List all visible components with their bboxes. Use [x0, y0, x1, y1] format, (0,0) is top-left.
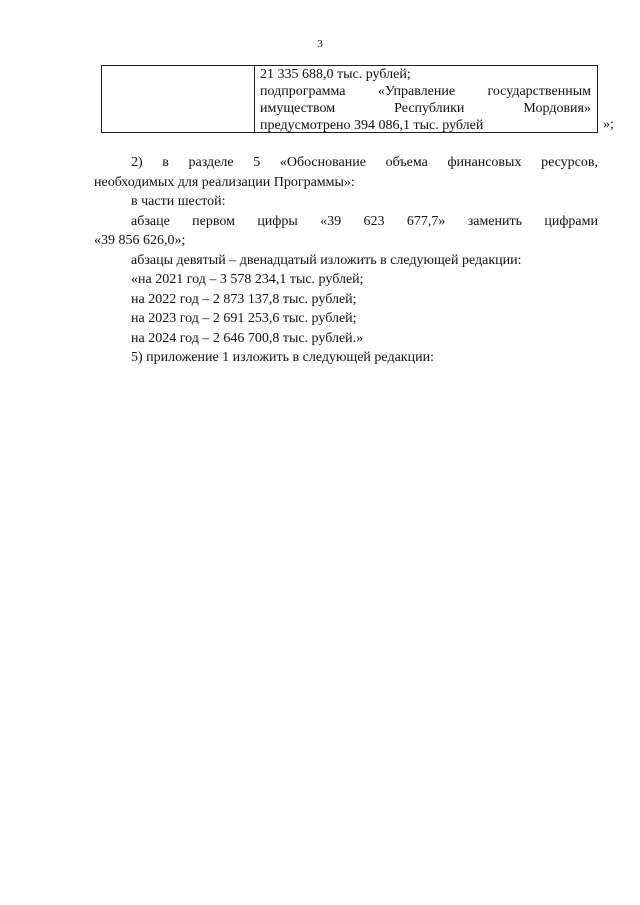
paragraph-line: 2) в разделе 5 «Обоснование объема финансовых ресурсов, [131, 155, 598, 170]
paragraph-line: на 2023 год – 2 691 253,6 тыс. рублей; [131, 311, 357, 326]
paragraph-line: «39 856 626,0»; [94, 233, 186, 248]
paragraph-line: на 2022 год – 2 873 137,8 тыс. рублей; [131, 291, 357, 307]
closing-quote: »; [603, 117, 614, 132]
table-line: 21 335 688,0 тыс. рублей; [260, 67, 411, 82]
table-fragment [101, 65, 598, 133]
paragraph-line: на 2024 год – 2 646 700,8 тыс. рублей.» [131, 330, 364, 346]
table-line: имуществом Республики Мордовия» [260, 101, 591, 116]
paragraph-line: абзаце первом цифры «39 623 677,7» заменить цифрами [131, 213, 598, 229]
paragraph-line: в части шестой: [131, 194, 226, 209]
table-line: предусмотрено 394 086,1 тыс. рублей [260, 118, 484, 133]
paragraph-line: «на 2021 год – 3 578 234,1 тыс. рублей; [131, 272, 364, 287]
page-number: 3 [317, 38, 323, 50]
table-line: подпрограмма «Управление государственным [260, 84, 591, 99]
paragraph-line: необходимых для реализации Программы»: [94, 174, 355, 190]
paragraph-line: абзацы девятый – двенадцатый изложить в следующей редакции: [131, 252, 522, 268]
paragraph-line: 5) приложение 1 изложить в следующей редакции: [131, 350, 434, 365]
document-body [94, 153, 598, 368]
table-cell-empty [102, 66, 255, 132]
table-cell-content [255, 66, 597, 132]
